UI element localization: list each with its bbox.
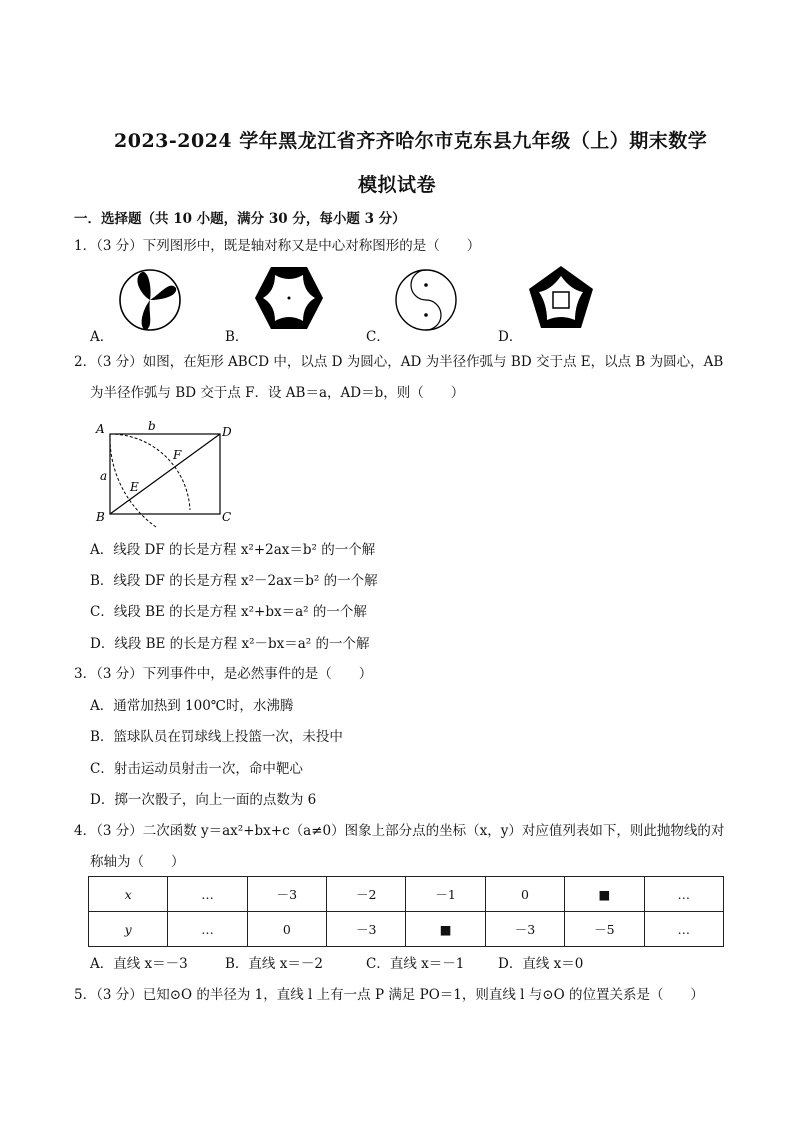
label-F: F: [173, 448, 182, 462]
table-cell: －3: [327, 912, 406, 947]
table-cell: 0: [247, 912, 326, 947]
option-c-yinyang-figure: [394, 268, 458, 332]
q3-option-b: B．篮球队员在罚球线上投篮一次，未投中: [90, 729, 343, 745]
table-cell: …: [644, 877, 723, 912]
table-cell: …: [168, 877, 247, 912]
coordinate-table: [88, 876, 724, 947]
q4-option-a: A．直线 x＝－3: [90, 956, 188, 972]
question-2-stem-line1: 2．（3 分）如图，在矩形 ABCD 中，以点 D 为圆心，AD 为半径作弧与 BD 交于点 E，以点 B 为圆心，AB: [74, 354, 724, 370]
option-a-trefoil-figure: [118, 268, 182, 332]
question-5-stem: 5．（3 分）已知⊙O 的半径为 1，直线 l 上有一点 P 满足 PO＝1，则直线 l 与⊙O 的位置关系是（ ）: [74, 987, 704, 1003]
label-D: D: [222, 425, 232, 439]
question-1-stem: 1．（3 分）下列图形中，既是轴对称又是中心对称图形的是（ ）: [74, 238, 481, 254]
q2-option-b: B．线段 DF 的长是方程 x²－2ax＝b² 的一个解: [90, 573, 378, 589]
label-E: E: [130, 480, 139, 494]
label-B: B: [96, 510, 105, 524]
q3-option-a: A．通常加热到 100℃时，水沸腾: [90, 698, 294, 714]
question-4-stem-line2: 称轴为（ ）: [90, 854, 185, 870]
table-row: [89, 912, 724, 947]
label-b: b: [148, 419, 156, 433]
q3-option-d: D．掷一次骰子，向上一面的点数为 6: [90, 792, 317, 808]
q1-option-b-label: B．: [225, 329, 249, 345]
page-title: 2023-2024 学年黑龙江省齐齐哈尔市克东县九年级（上）期末数学: [114, 130, 708, 152]
table-cell: ■: [565, 877, 644, 912]
label-a: a: [100, 469, 108, 483]
table-row: [89, 877, 724, 912]
page-subtitle: 模拟试卷: [358, 174, 437, 196]
table-cell: －3: [485, 912, 564, 947]
q2-option-d: D．线段 BE 的长是方程 x²－bx＝a² 的一个解: [90, 636, 370, 652]
table-cell: －3: [247, 877, 326, 912]
table-cell: …: [644, 912, 723, 947]
table-cell: x: [89, 877, 168, 912]
option-d-pentagon-figure: [527, 264, 595, 332]
question-3-stem: 3．（3 分）下列事件中，是必然事件的是（ ）: [74, 666, 373, 682]
section-heading: 一．选择题（共 10 小题，满分 30 分，每小题 3 分）: [74, 211, 406, 227]
table-cell: －2: [327, 877, 406, 912]
q4-option-d: D．直线 x＝0: [498, 956, 584, 972]
label-A: A: [96, 422, 105, 436]
label-C: C: [222, 510, 232, 524]
rectangle-arc-figure: [94, 414, 244, 528]
q1-option-c-label: C．: [366, 329, 390, 345]
q4-option-b: B．直线 x＝－2: [225, 956, 323, 972]
q4-option-c: C．直线 x＝－1: [366, 956, 465, 972]
q2-option-a: A．线段 DF 的长是方程 x²+2ax＝b² 的一个解: [90, 542, 376, 558]
table-cell: 0: [485, 877, 564, 912]
table-cell: …: [168, 912, 247, 947]
table-cell: ■: [406, 912, 485, 947]
table-cell: －5: [565, 912, 644, 947]
table-cell: －1: [406, 877, 485, 912]
option-b-hexagon-star-figure: [253, 265, 325, 331]
question-2-stem-line2: 为半径作弧与 BD 交于点 F．设 AB＝a，AD＝b，则（ ）: [90, 385, 465, 401]
table-cell: y: [89, 912, 168, 947]
q2-option-c: C．线段 BE 的长是方程 x²+bx＝a² 的一个解: [90, 604, 367, 620]
q1-option-d-label: D．: [498, 329, 523, 345]
q1-option-a-label: A．: [90, 329, 114, 345]
question-4-stem-line1: 4．（3 分）二次函数 y＝ax²+bx+c（a≠0）图象上部分点的坐标（x，y）对应值列表如下，则此抛物线的对: [74, 823, 725, 839]
q3-option-c: C．射击运动员射击一次，命中靶心: [90, 761, 303, 777]
